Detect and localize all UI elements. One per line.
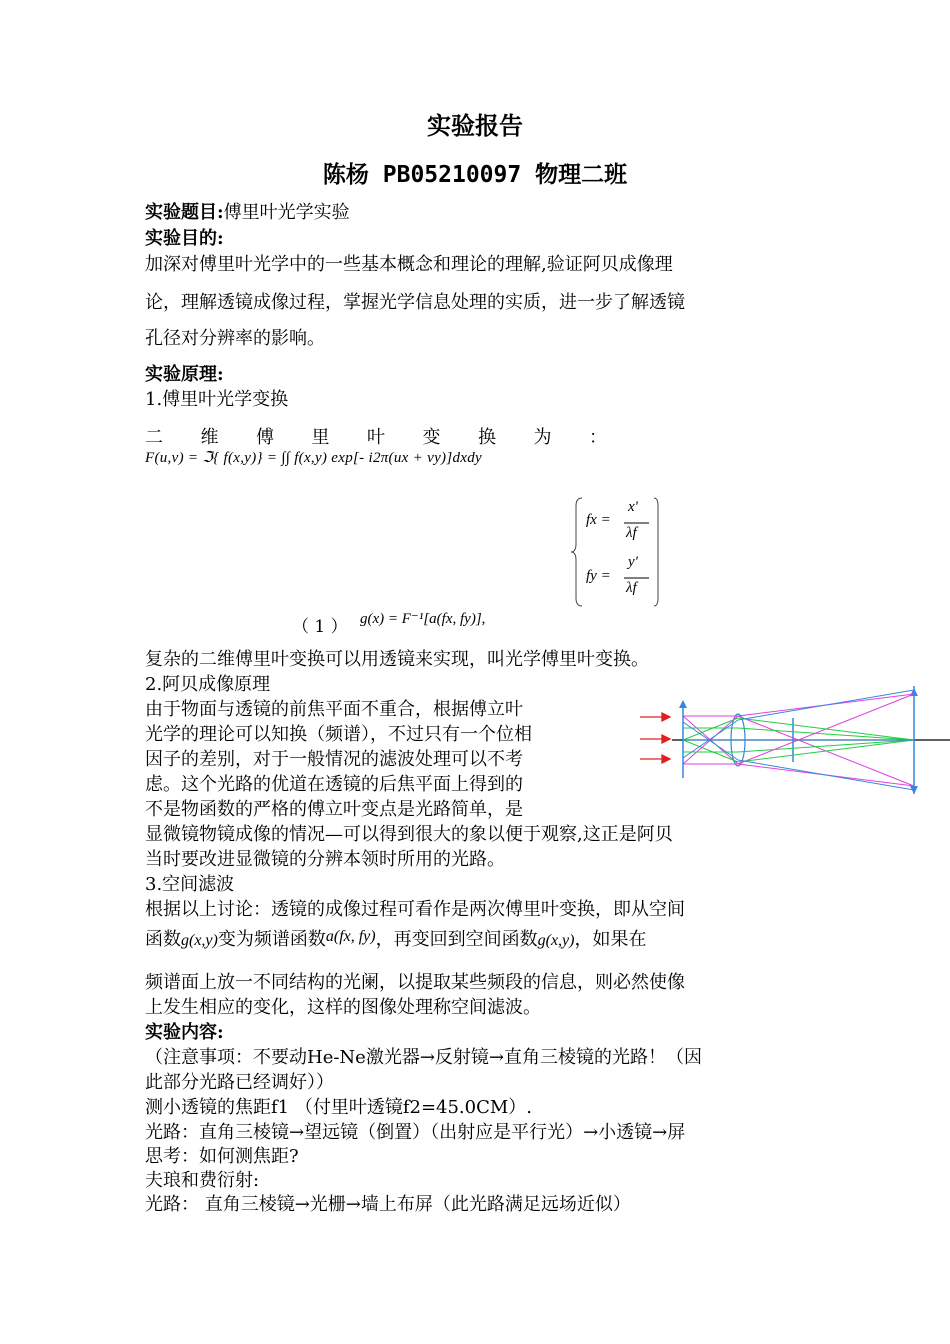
- purpose-line-2: 论，理解透镜成像过程，掌握光学信息处理的实质，进一步了解透镜: [145, 292, 685, 313]
- incident-light-arrows: [640, 713, 670, 763]
- inline-math-g: g(x,y): [181, 932, 218, 949]
- section-3-line-4: 上发生相应的变化，这样的图像处理称空间滤波。: [145, 997, 541, 1018]
- spread-text-row: 二 维 傅 里 叶 变 换 为 ：: [145, 427, 607, 448]
- content-line-4: 光路：直角三棱镜→望远镜（倒置）（出射应是平行光）→小透镜→屏: [145, 1122, 686, 1143]
- inline-math-g-2: g(x,y): [537, 932, 575, 949]
- frequency-equation-system: [574, 496, 664, 608]
- content-line-5: 思考：如何测焦距?: [145, 1146, 299, 1167]
- purpose-line-3: 孔径对分辨率的影响。: [145, 328, 325, 349]
- content-line-7: 光路： 直角三棱镜→光栅→墙上布屏（此光路满足远场近似）: [145, 1194, 631, 1215]
- topic-row: [145, 198, 350, 224]
- content-label: 实验内容:: [145, 1022, 224, 1043]
- section-3-line-3: 频谱面上放一不同结构的光阑，以提取某些频段的信息，则必然使像: [145, 972, 685, 993]
- equation-fourier-transform: F(u,v) = ℑ{ f(x,y)} = ∫∫ f(x,y) exp[- i2π(ux + vy)]dxdy: [145, 450, 482, 466]
- fx-lhs: fx =: [586, 512, 611, 528]
- section-1-text: 复杂的二维傅里叶变换可以用透镜来实现，叫光学傅里叶变换。: [145, 649, 649, 670]
- report-subtitle: 陈杨 PB05210097 物理二班: [322, 162, 628, 188]
- inline-math-a: a(fx, fy): [325, 928, 376, 945]
- section-2-title: 2.阿贝成像原理: [145, 674, 271, 695]
- fy-denominator: λf: [626, 580, 637, 596]
- fx-denominator: λf: [626, 525, 637, 541]
- topic-value: 傅里叶光学实验: [223, 202, 350, 223]
- section-2-line-6: 显微镜物镜成像的情况—可以得到很大的象以便于观察,这正是阿贝: [145, 824, 673, 845]
- section-2-line-3: 因子的差别，对于一般情况的滤波处理可以不考: [145, 749, 523, 770]
- report-title: 实验报告: [427, 111, 523, 140]
- equation-number: （ 1 ）: [292, 617, 348, 637]
- purpose-line-1: 加深对傅里叶光学中的一些基本概念和理论的理解,验证阿贝成像理: [145, 254, 673, 275]
- section-3-line-1: 根据以上讨论：透镜的成像过程可看作是两次傅里叶变换，即从空间: [145, 899, 685, 920]
- section-2-line-4: 虑。这个光路的优道在透镜的后焦平面上得到的: [145, 774, 523, 795]
- fy-numerator: y': [628, 554, 638, 570]
- purpose-label: 实验目的:: [145, 228, 224, 249]
- content-line-3: 测小透镜的焦距f1 （付里叶透镜f2=45.0CM）.: [145, 1097, 533, 1118]
- section-1-title: 1.傅里叶光学变换: [145, 389, 289, 410]
- section-2-line-2: 光学的理论可以知换（频谱），不过只有一个位相: [145, 724, 532, 745]
- rays-blue: [683, 690, 914, 790]
- section-2-line-7: 当时要改进显微镜的分辨本领时所用的光路。: [145, 849, 505, 870]
- section-3-line-2: 函数g(x,y)变为频谱函数a(fx, fy)，再变回到空间函数g(x,y)，如果在: [145, 928, 647, 950]
- section-2-line-1: 由于物面与透镜的前焦平面不重合，根据傅立叶: [145, 699, 523, 720]
- content-line-2: 此部分光路已经调好））: [145, 1072, 334, 1093]
- equation-inverse-transform: g(x) = F⁻¹[a(fx, fy)],: [360, 611, 486, 627]
- abbe-imaging-diagram: [630, 680, 950, 800]
- topic-label: 实验题目:: [145, 202, 224, 223]
- section-3-title: 3.空间滤波: [145, 874, 235, 895]
- content-line-6: 夫琅和费衍射:: [145, 1170, 260, 1191]
- principle-label: 实验原理:: [145, 364, 224, 385]
- section-2-line-5: 不是物函数的严格的傅立叶变点是光路简单，是: [145, 799, 523, 820]
- fx-numerator: x': [628, 499, 638, 515]
- fy-lhs: fy =: [586, 568, 611, 584]
- content-line-1: （注意事项：不要动He-Ne激光器→反射镜→直角三棱镜的光路！（因: [145, 1047, 702, 1068]
